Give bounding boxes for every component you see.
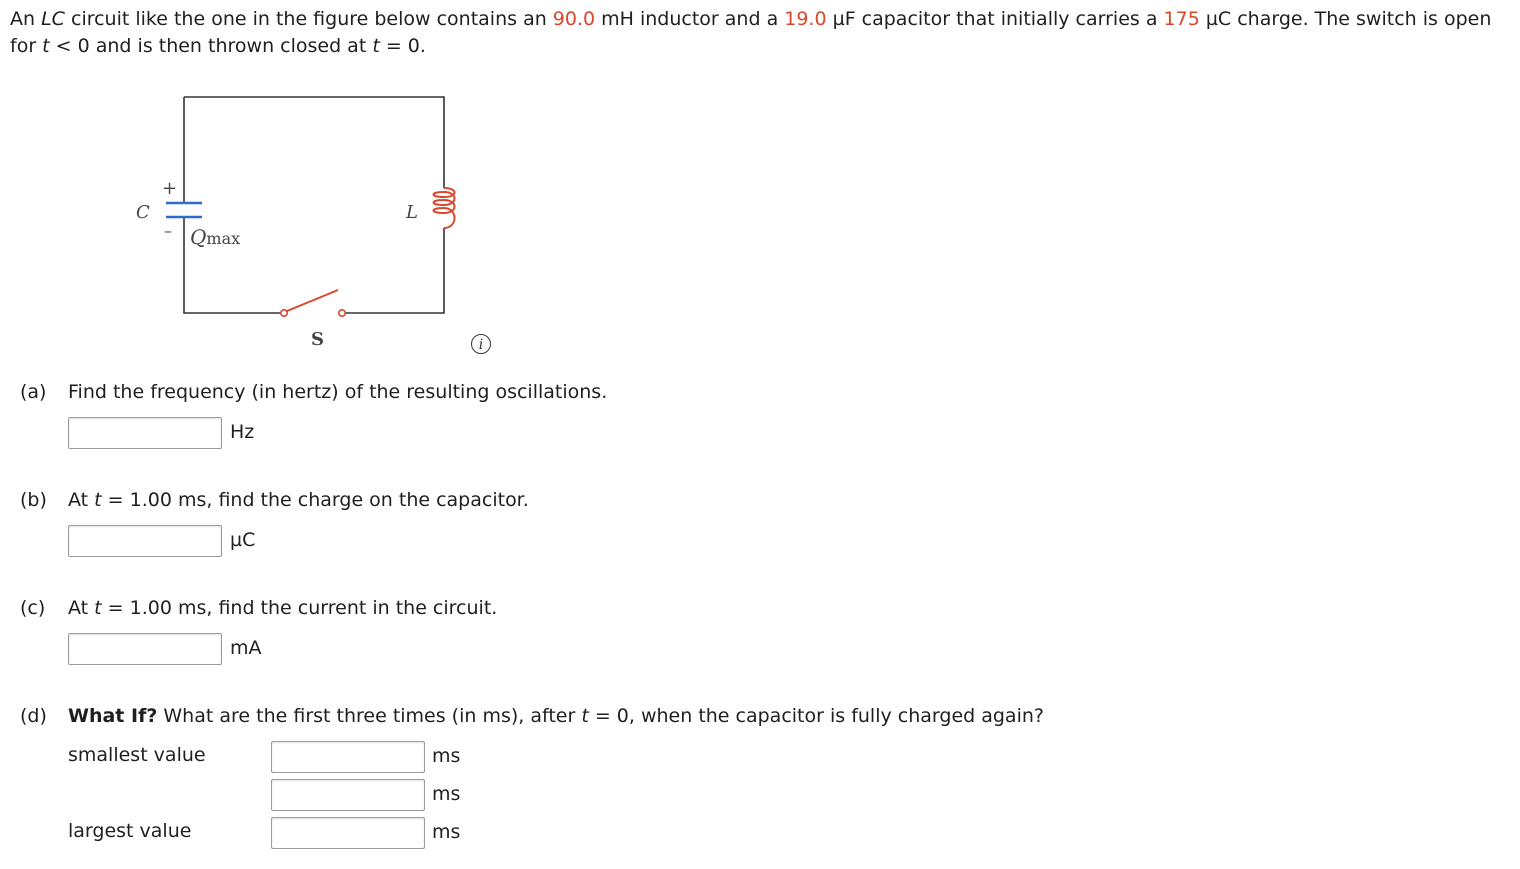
time-input-1[interactable]	[271, 741, 425, 773]
inductance-value: 90.0	[552, 8, 596, 30]
current-input[interactable]	[68, 633, 222, 665]
inductor-coil-icon	[434, 188, 455, 228]
part-c-unit: mA	[230, 637, 262, 659]
time-unit-1: ms	[432, 745, 461, 767]
part-a-unit: Hz	[230, 421, 255, 443]
part-a-question: Find the frequency (in hertz) of the resulting oscillations.	[68, 381, 608, 403]
info-icon[interactable]: i	[471, 334, 491, 354]
frequency-input[interactable]	[68, 417, 222, 449]
inductor-label: L	[406, 202, 418, 223]
problem-statement: An LC circuit like the one in the figure below contains an 90.0 mH inductor and a 19.0 µF capacitor that initially carries a 175 µC charge. The switch is open for t < 0 and is then thrown closed at t = 0.	[10, 8, 1492, 57]
charge-value: 175	[1163, 8, 1200, 30]
part-a-label: (a)	[20, 381, 47, 403]
qmax-label: Qmax	[190, 225, 241, 249]
switch-label: S	[311, 329, 324, 350]
plus-sign: +	[162, 178, 178, 199]
part-c-question: At t = 1.00 ms, find the current in the circuit.	[68, 597, 498, 619]
part-b-question: At t = 1.00 ms, find the charge on the capacitor.	[68, 489, 529, 511]
smallest-value-label: smallest value	[68, 744, 206, 766]
part-d-question: What If? What are the first three times (in ms), after t = 0, when the capacitor is fully charged again?	[68, 705, 1044, 727]
part-b-unit: µC	[230, 529, 256, 551]
time-input-3[interactable]	[271, 817, 425, 849]
time-unit-2: ms	[432, 783, 461, 805]
capacitor-label: C	[136, 202, 150, 223]
capacitance-value: 19.0	[784, 8, 827, 30]
time-input-2[interactable]	[271, 779, 425, 811]
part-d-label: (d)	[20, 705, 47, 727]
part-c-label: (c)	[20, 597, 46, 619]
largest-value-label: largest value	[68, 820, 192, 842]
time-unit-3: ms	[432, 821, 461, 843]
charge-input[interactable]	[68, 525, 222, 557]
lc-circuit-diagram	[128, 86, 468, 356]
minus-sign: –	[164, 221, 172, 240]
part-b-label: (b)	[20, 489, 47, 511]
switch-icon	[281, 290, 345, 316]
